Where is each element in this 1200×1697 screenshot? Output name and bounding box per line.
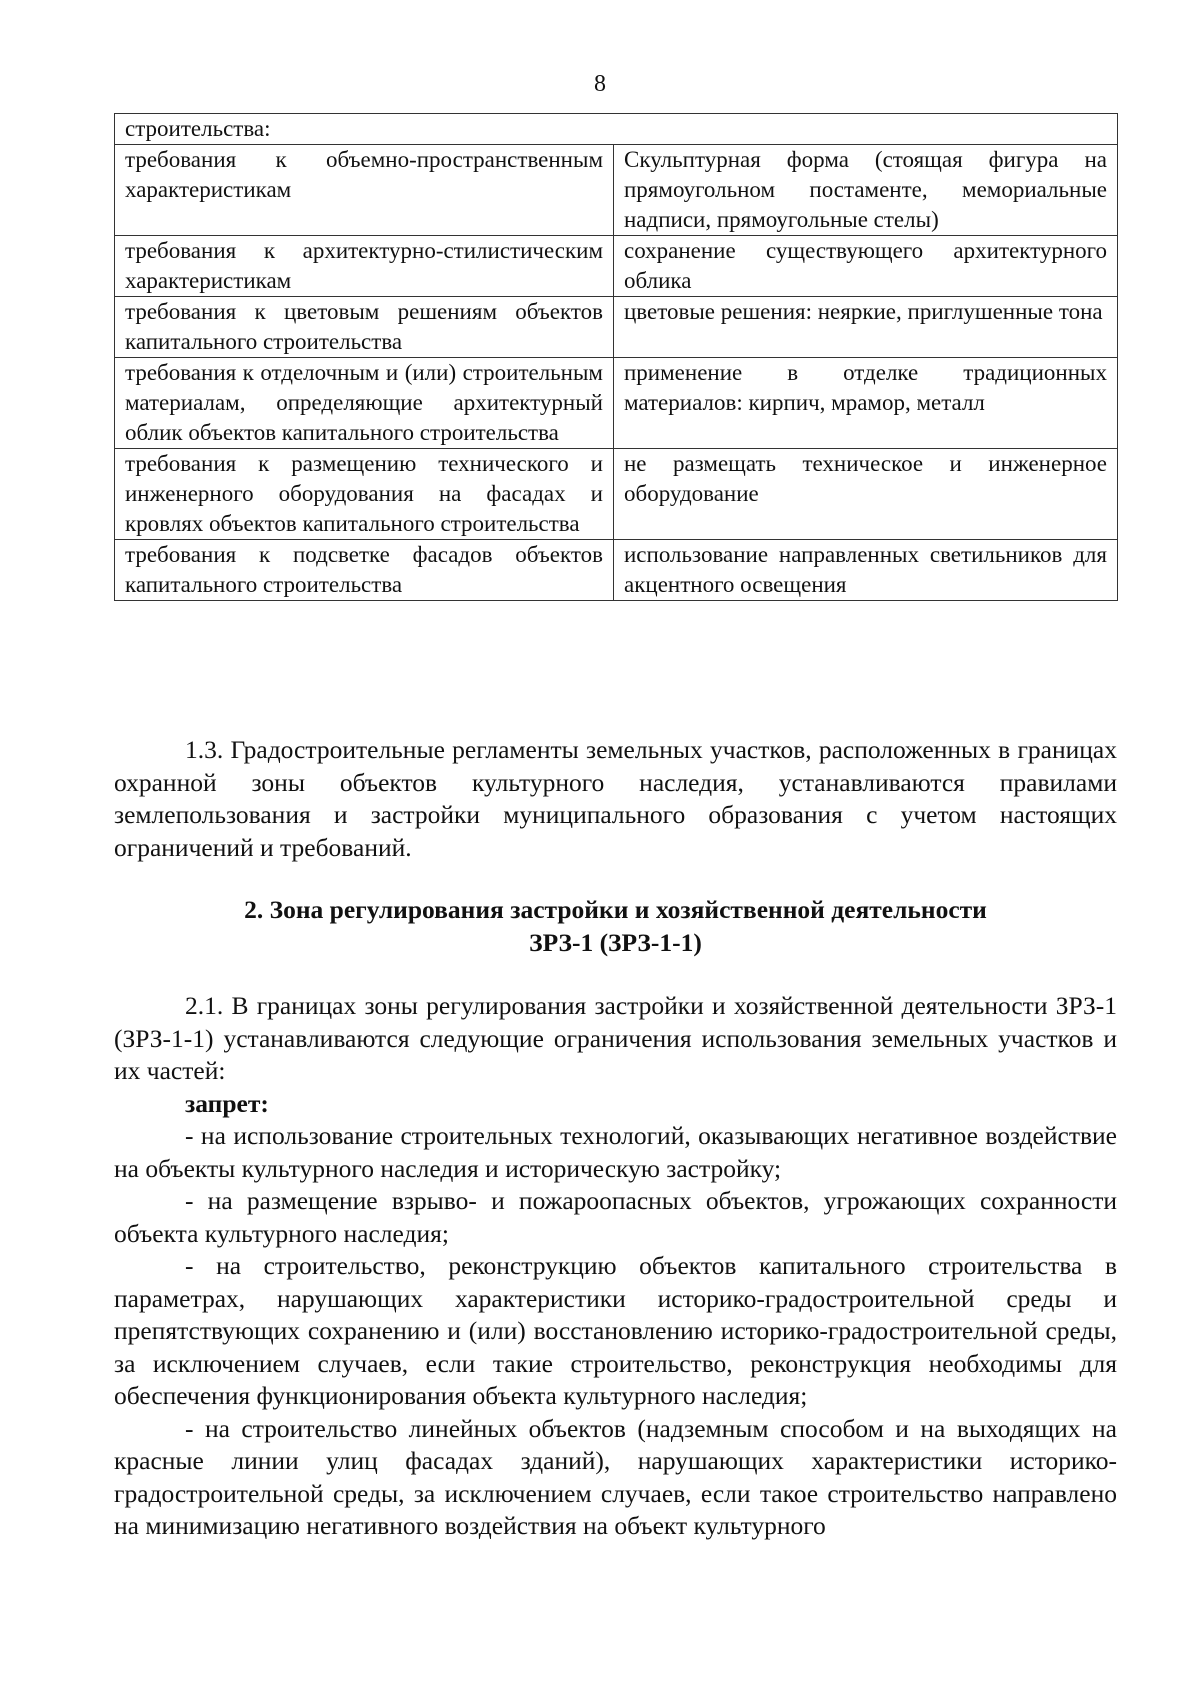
requirements-table bbox=[114, 113, 1118, 601]
value-cell: применение в отделке традиционных материалов: кирпич, мрамор, металл bbox=[614, 358, 1118, 449]
requirement-cell: требования к объемно-пространственным характеристикам bbox=[115, 145, 614, 236]
requirement-cell: требования к подсветке фасадов объектов капитального строительства bbox=[115, 540, 614, 601]
table-header-cell: строительства: bbox=[115, 114, 1118, 145]
list-item: - на строительство, реконструкцию объектов капитального строительства в параметрах, нарушающих характеристики историко-градостроительной среды и препятствующих сохранению и (или) восстановлению историко-градостроительной среды, за исключением случаев, если такие строительство, реконструкция необходимы для обеспечения функционирования объекта культурного наследия; bbox=[114, 1251, 1117, 1410]
page-number: 8 bbox=[594, 71, 606, 97]
table-row bbox=[115, 540, 1118, 601]
requirement-cell: требования к цветовым решениям объектов капитального строительства bbox=[115, 297, 614, 358]
value-cell: цветовые решения: неяркие, приглушенные тона bbox=[614, 297, 1118, 358]
value-cell: не размещать техническое и инженерное оборудование bbox=[614, 449, 1118, 540]
requirement-cell: требования к отделочным и (или) строительным материалам, определяющие архитектурный облик объектов капитального строительства bbox=[115, 358, 614, 449]
list-item: - на строительство линейных объектов (надземным способом и на выходящих на красные линии улиц фасадах зданий), нарушающих характеристики историко-градостроительной среды, за исключением случаев, если такое строительство направлено на минимизацию негативного воздействия на объект культурного bbox=[114, 1413, 1117, 1540]
paragraph-2-1: 2.1. В границах зоны регулирования застройки и хозяйственной деятельности ЗРЗ-1 (ЗРЗ-1-1) устанавливаются следующие ограничения использования земельных участков и их частей: bbox=[114, 991, 1117, 1085]
table-row bbox=[115, 236, 1118, 297]
table-row bbox=[115, 449, 1118, 540]
table-row bbox=[115, 358, 1118, 449]
list-item: - на использование строительных технологий, оказывающих негативное воздействие на объекты культурного наследия и историческую застройку; bbox=[114, 1121, 1117, 1183]
paragraph-1-3: 1.3. Градостроительные регламенты земельных участков, расположенных в границах охранной зоны объектов культурного наследия, устанавливаются правилами землепользования и застройки муниципального образования с учетом настоящих ограничений и требований. bbox=[114, 735, 1117, 862]
prohibition-label: запрет: bbox=[185, 1088, 269, 1118]
table-row bbox=[115, 145, 1118, 236]
value-cell: Скульптурная форма (стоящая фигура на прямоугольном постаменте, мемориальные надписи, прямоугольные стелы) bbox=[614, 145, 1118, 236]
section-2-body bbox=[114, 990, 1117, 1543]
value-cell: сохранение существующего архитектурного облика bbox=[614, 236, 1118, 297]
paragraph-1-3-block bbox=[114, 734, 1117, 864]
value-cell: использование направленных светильников для акцентного освещения bbox=[614, 540, 1118, 601]
section-2-heading-line2: ЗРЗ-1 (ЗРЗ-1-1) bbox=[529, 927, 702, 957]
table-row bbox=[115, 114, 1118, 145]
list-item: - на размещение взрыво- и пожароопасных объектов, угрожающих сохранности объекта культурного наследия; bbox=[114, 1186, 1117, 1248]
section-2-heading bbox=[114, 894, 1117, 959]
table-row bbox=[115, 297, 1118, 358]
section-2-heading-line1: 2. Зона регулирования застройки и хозяйственной деятельности bbox=[244, 895, 987, 924]
requirement-cell: требования к размещению технического и инженерного оборудования на фасадах и кровлях объектов капитального строительства bbox=[115, 449, 614, 540]
requirement-cell: требования к архитектурно-стилистическим характеристикам bbox=[115, 236, 614, 297]
